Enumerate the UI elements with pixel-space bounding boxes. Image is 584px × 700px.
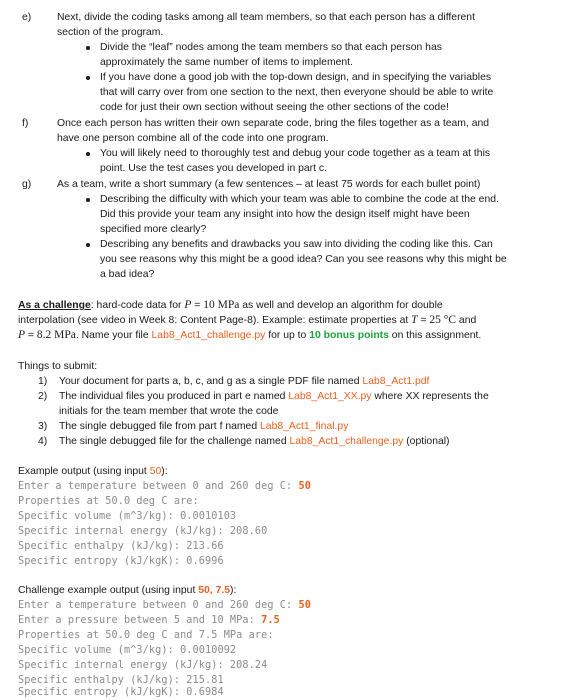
example-caption: Challenge example output (using input 50, 7.5): [18, 585, 237, 596]
file-name: Lab8_Act1.pdf [362, 376, 430, 387]
console-line: Specific internal energy (kJ/kg): 208.24 [18, 660, 268, 671]
list-item: The single debugged file for the challenge named Lab8_Act1_challenge.py (optional) [59, 436, 450, 447]
text-line: Describing the difficulty with which your team was able to combine the code at the end. [100, 194, 499, 205]
math-value: 8.2 MPa [36, 329, 76, 341]
console-line: Specific volume (m^3/kg): 0.0010103 [18, 511, 237, 522]
list-number: 1) [38, 376, 48, 387]
console-line: Enter a pressure between 5 and 10 MPa: 7.5 [18, 615, 280, 626]
console-input: 7.5 [261, 615, 280, 626]
challenge-line: As a challenge: hard-code data for P = 10 MPa as well and develop an algorithm for double [18, 299, 443, 311]
bullet-icon [86, 243, 90, 247]
submit-heading: Things to submit: [18, 361, 98, 372]
text-line: Divide the “leaf” nodes among the team members so that each person has [100, 42, 442, 53]
bonus-points: 10 bonus points [309, 330, 389, 341]
console-input: 50 [298, 600, 311, 611]
text-line: You will likely need to thoroughly test and debug your code together as a team at this [100, 148, 491, 159]
list-item-continuation: initials for the team member that wrote the code [59, 406, 279, 417]
text-line: have one person combine all of the code into one program. [57, 133, 329, 144]
text-line: code for just their own section without seeing the other sections of the code! [100, 102, 449, 113]
text-line: specified more clearly? [100, 224, 207, 235]
text-line: Did this provide your team any insight into how the design itself might have been [100, 209, 470, 220]
bullet-icon [86, 198, 90, 202]
text-line: As a team, write a short summary (a few sentences – at least 75 words for each bullet point) [57, 179, 481, 190]
math-variable: P [18, 329, 26, 341]
math-variable: T [411, 314, 418, 326]
bullet-icon [86, 46, 90, 50]
section-marker: g) [22, 179, 32, 190]
text-line: section of the program. [57, 27, 164, 38]
list-number: 3) [38, 421, 48, 432]
console-line: Specific enthalpy (kJ/kg): 213.66 [18, 541, 224, 552]
console-line: Properties at 50.0 deg C are: [18, 496, 199, 507]
list-item: The single debugged file from part f named Lab8_Act1_final.py [59, 421, 349, 432]
bullet-icon [86, 152, 90, 156]
section-marker: e) [22, 12, 32, 23]
list-number: 4) [38, 436, 48, 447]
example-caption: Example output (using input 50): [18, 466, 168, 477]
console-line: Specific volume (m^3/kg): 0.0010092 [18, 645, 237, 656]
console-line: Enter a temperature between 0 and 260 deg C: 50 [18, 600, 311, 611]
file-name: Lab8_Act1_challenge.py [151, 330, 266, 341]
challenge-line: interpolation (see video in Week 8: Content Page-8). Example: estimate properties at T = 25 °C and [18, 314, 477, 326]
console-line: Enter a temperature between 0 and 260 deg C: 50 [18, 481, 311, 492]
console-input: 50 [298, 481, 311, 492]
challenge-line: P = 8.2 MPa. Name your file Lab8_Act1_challenge.py for up to 10 bonus points on this assignment. [18, 329, 482, 341]
text-line: that will carry over from one section to the next, then everyone should be able to write [100, 87, 494, 98]
console-line: Specific entropy (kJ/kgK): 0.6984 [18, 687, 224, 698]
console-line: Specific entropy (kJ/kgK): 0.6996 [18, 556, 224, 567]
math-value: 10 MPa [203, 299, 240, 311]
text-line: a bad idea? [100, 269, 155, 280]
text-line: If you have done a good job with the top-down design, and in specifying the variables [100, 72, 492, 83]
text-line: Once each person has written their own separate code, bring the files together as a team, and [57, 118, 490, 129]
math-value: 25 °C [429, 314, 457, 326]
console-line: Specific enthalpy (kJ/kg): 215.81 [18, 675, 224, 686]
file-name: Lab8_Act1_final.py [260, 421, 349, 432]
text-line: point. Use the test cases you developed in part c. [100, 163, 327, 174]
challenge-heading: As a challenge [18, 300, 91, 311]
text-line: Next, divide the coding tasks among all team members, so that each person has a different [57, 12, 475, 23]
text-line: approximately the same number of items to implement. [100, 57, 353, 68]
math-variable: P [184, 299, 192, 311]
input-value: 50 [149, 466, 162, 477]
file-name: Lab8_Act1_XX.py [288, 391, 372, 402]
input-value: 50, 7.5 [198, 585, 231, 596]
bullet-icon [86, 76, 90, 80]
file-name: Lab8_Act1_challenge.py [289, 436, 404, 447]
list-item: The individual files you produced in part e named Lab8_Act1_XX.py where XX represents the [59, 391, 489, 402]
text-line: you see reasons why this might be a good idea? Can you see reasons why this might be [100, 254, 507, 265]
console-line: Specific internal energy (kJ/kg): 208.60 [18, 526, 268, 537]
text-line: Describing any benefits and drawbacks you saw into dividing the coding like this. Can [100, 239, 493, 250]
list-item: Your document for parts a, b, c, and g as a single PDF file named Lab8_Act1.pdf [59, 376, 430, 387]
list-number: 2) [38, 391, 48, 402]
section-marker: f) [22, 118, 29, 129]
console-line: Properties at 50.0 deg C and 7.5 MPa are: [18, 630, 274, 641]
